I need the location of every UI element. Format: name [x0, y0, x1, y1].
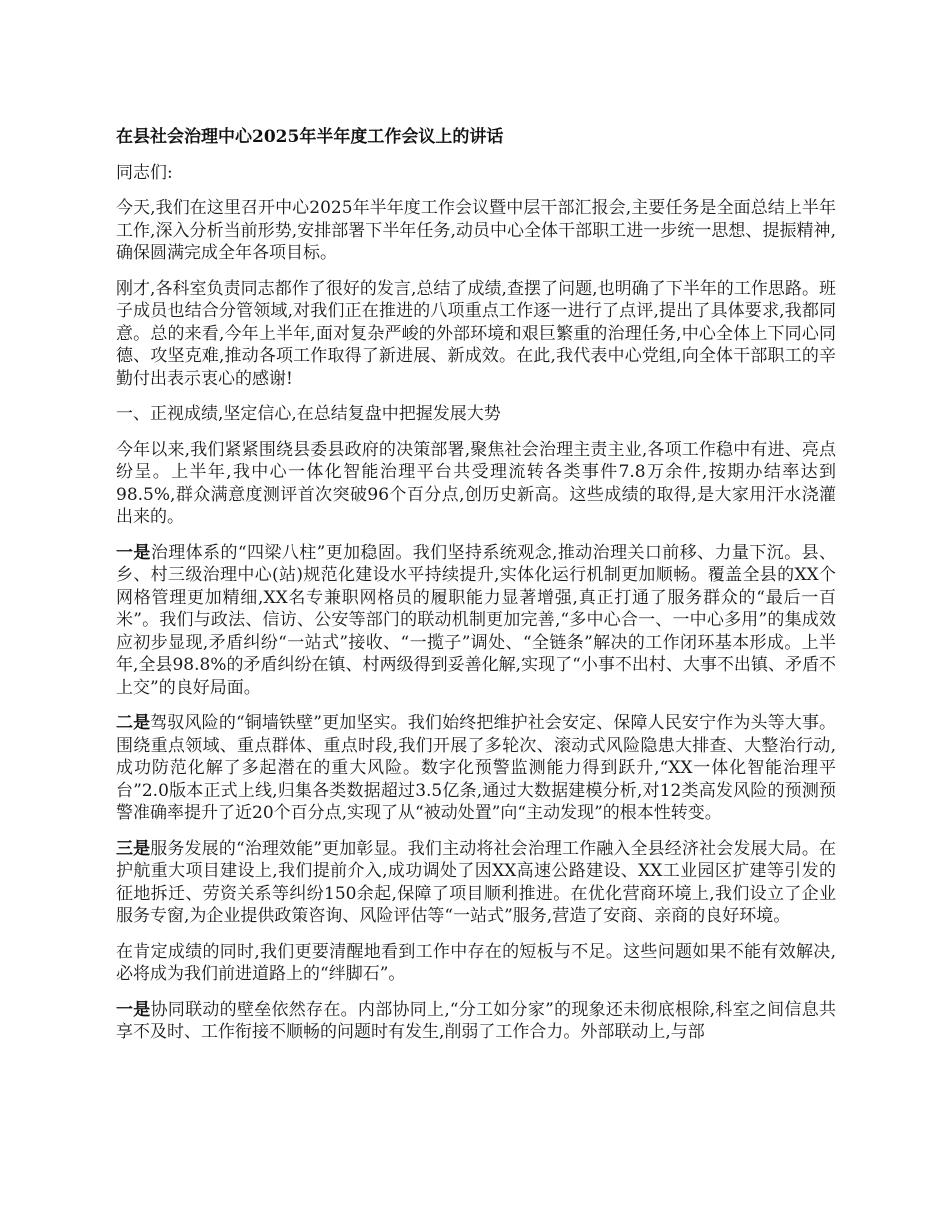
point-lead: 一是: [116, 999, 151, 1020]
paragraph-problem-1: [116, 999, 836, 1044]
paragraph-text: 刚才,各科室负责同志都作了很好的发言,总结了成绩,查摆了问题,也明确了下半年的工作思路。班子成员也结合分管领域,对我们正在推进的八项重点工作逐一进行了点评,提出了具体要求,我都同意。总的来看,今年上半年,面对复杂严峻的外部环境和艰巨繁重的治理任务,中心全体上下同心同德、攻坚克难,推动各项工作取得了新进展、新成效。在此,我代表中心党组,向全体干部职工的辛勤付出表示衷心的感谢!: [116, 278, 836, 389]
document-title: 在县社会治理中心2025年半年度工作会议上的讲话: [116, 127, 504, 147]
section-heading-text: 一、正视成绩,坚定信心,在总结复盘中把握发展大势: [116, 404, 501, 424]
paragraph-text: 治理体系的“四梁八柱”更加稳固。我们坚持系统观念,推动治理关口前移、力量下沉。县、乡、村三级治理中心(站)规范化建设水平持续提升,实体化运行机制更加顺畅。覆盖全县的XX个网格管理更加精细,XX名专兼职网格员的履职能力显著增强,真正打通了服务群众的“最后一百米”。我们与政法、信访、公安等部门的联动机制更加完善,“多中心合一、一中心多用”的集成效应初步显现,矛盾纠纷“一站式”接收、“一揽子”调处、“全链条”解决的工作闭环基本形成。上半年,全县98.8%的矛盾纠纷在镇、村两级得到妥善化解,实现了“小事不出村、大事不出镇、矛盾不上交”的良好局面。: [116, 542, 836, 698]
paragraph-text: 服务发展的“治理效能”更加彰显。我们主动将社会治理工作融入全县经济社会发展大局。在护航重大项目建设上,我们提前介入,成功调处了因XX高速公路建设、XX工业园区扩建等引发的征地拆迁、劳资关系等纠纷150余起,保障了项目顺利推进。在优化营商环境上,我们设立了企业服务专窗,为企业提供政策咨询、风险评估等“一站式”服务,营造了安商、亲商的良好环境。: [116, 838, 837, 926]
paragraph-text: 今年以来,我们紧紧围绕县委县政府的决策部署,聚焦社会治理主责主业,各项工作稳中有进、亮点纷呈。上半年,我中心一体化智能治理平台共受理流转各类事件7.8万余件,按期办结率达到98.5%,群众满意度测评首次突破96个百分点,创历史新高。这些成绩的取得,是大家用汗水浇灌出来的。: [116, 439, 836, 527]
section-heading-1: [116, 403, 836, 426]
point-lead: 三是: [116, 838, 151, 859]
paragraph-text: 在肯定成绩的同时,我们更要清醒地看到工作中存在的短板与不足。这些问题如果不能有效解决,必将成为我们前进道路上的“绊脚石”。: [116, 941, 836, 984]
paragraph-shortcomings: [116, 941, 836, 986]
paragraph-point-1: [116, 542, 836, 700]
paragraph-intro: [116, 197, 836, 265]
point-lead: 二是: [116, 713, 151, 733]
paragraph-text: 今天,我们在这里召开中心2025年半年度工作会议暨中层干部汇报会,主要任务是全面总结上半年工作,深入分析当前形势,安排部署下半年任务,动员中心全体干部职工进一步统一思想、提振精神,确保圆满完成全年各项目标。: [116, 198, 836, 263]
salutation: 同志们:: [116, 162, 173, 183]
paragraph-point-2: [116, 712, 836, 825]
point-lead: 一是: [116, 542, 151, 563]
paragraph-point-3: [116, 838, 836, 928]
document-page: [116, 126, 836, 1057]
paragraph-achievements: [116, 439, 836, 529]
paragraph-review: [116, 278, 836, 391]
paragraph-text: 协同联动的壁垒依然存在。内部协同上,“分工如分家”的现象还未彻底根除,科室之间信息共享不及时、工作衔接不顺畅的问题时有发生,削弱了工作合力。外部联动上,与部: [116, 999, 836, 1042]
paragraph-text: 驾驭风险的“铜墙铁壁”更加坚实。我们始终把维护社会安定、保障人民安宁作为头等大事。围绕重点领域、重点群体、重点时段,我们开展了多轮次、滚动式风险隐患大排查、大整治行动,成功防范化解了多起潜在的重大风险。数字化预警监测能力得到跃升,“XX一体化智能治理平台”2.0版本正式上线,归集各类数据超过3.5亿条,通过大数据建模分析,对12类高发风险的预测预警准确率提升了近20个百分点,实现了从“被动处置”向“主动发现”的根本性转变。: [116, 713, 837, 823]
